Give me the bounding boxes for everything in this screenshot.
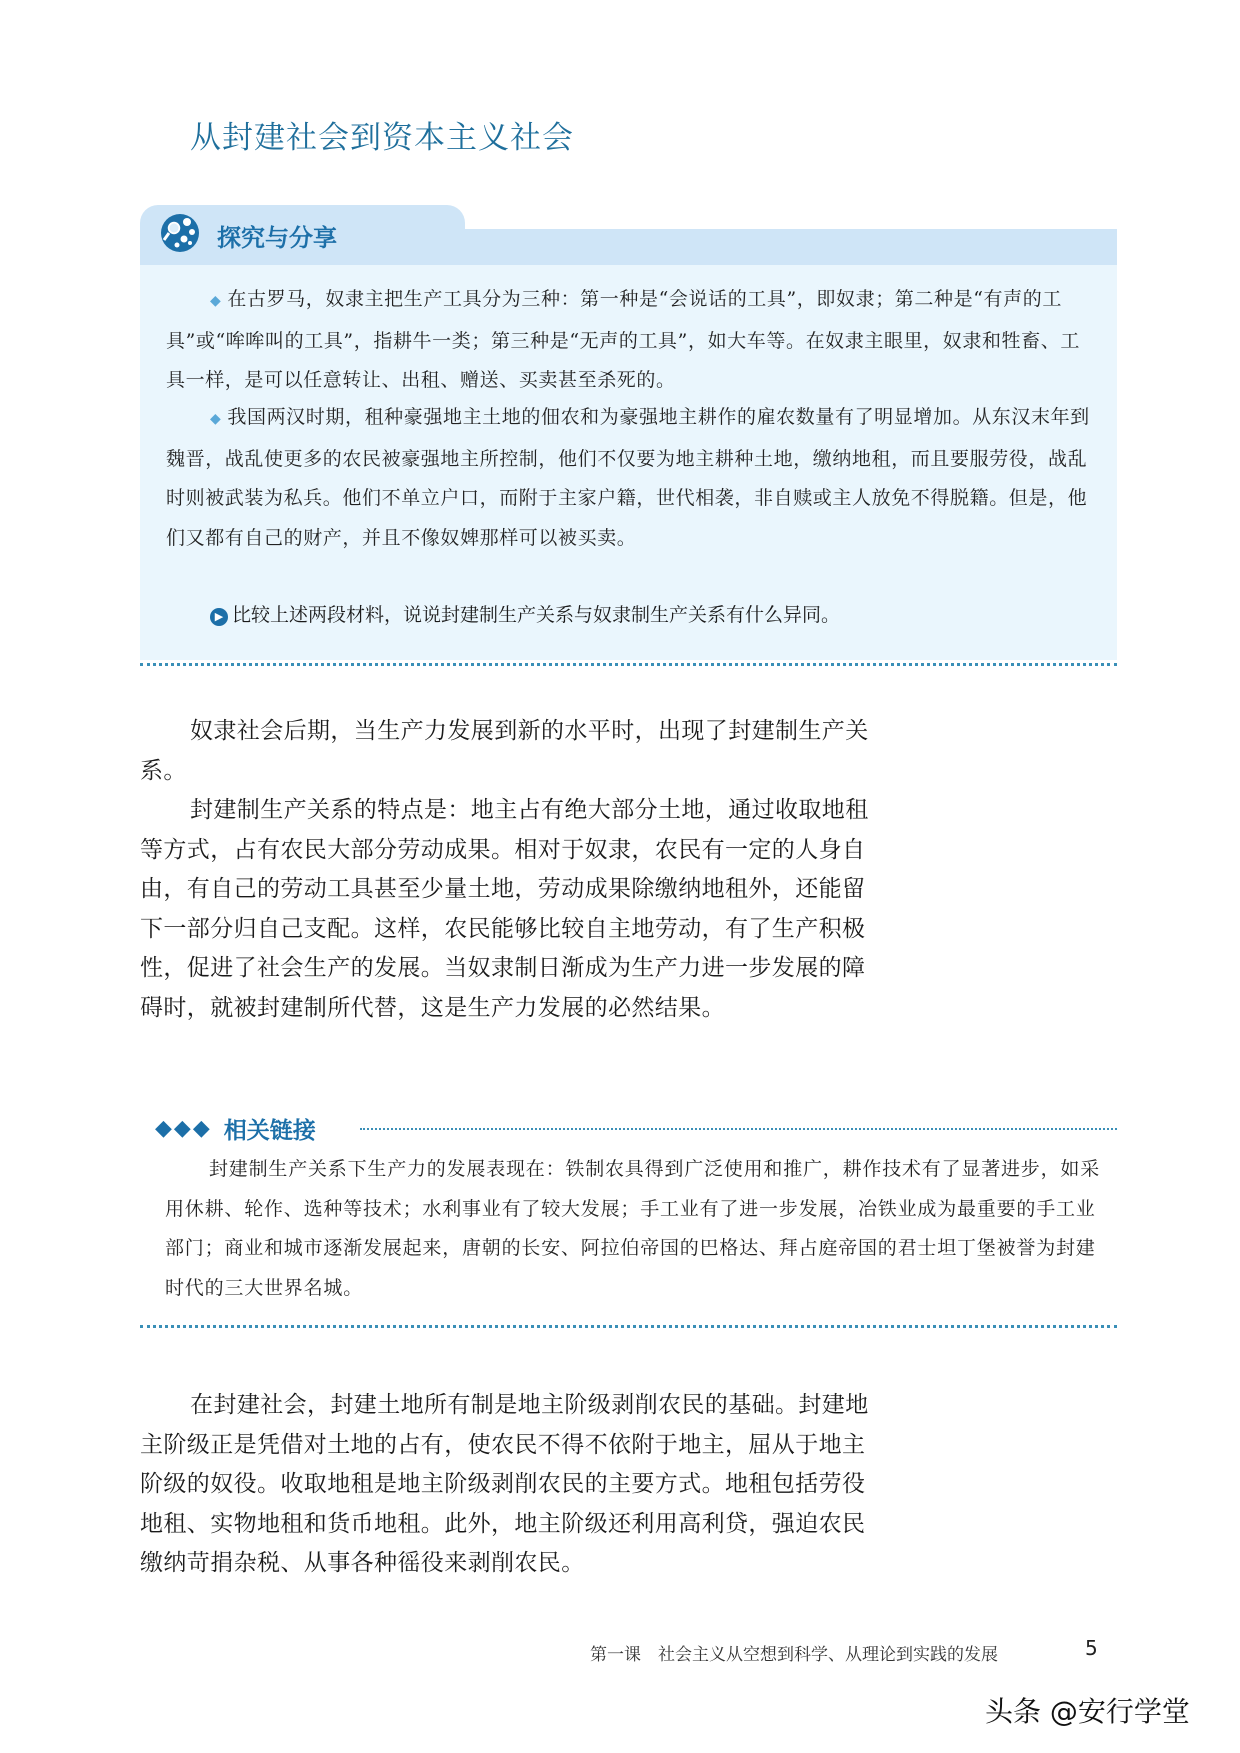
- explore-paragraph-1: [166, 280, 1096, 401]
- explore-paragraph-2: [166, 398, 1096, 558]
- explore-title: 探究与分享: [217, 224, 337, 252]
- diamond-bullet-icon: ◆: [210, 293, 222, 309]
- diamond-bullet-icon: ◆: [210, 411, 222, 427]
- diamonds-icon: ◆◆◆: [155, 1116, 212, 1141]
- related-link-text: 封建制生产关系下生产力的发展表现在：铁制农具得到广泛使用和推广，耕作技术有了显著进步，如采用休耕、轮作、选种等技术；水利事业有了较大发展；手工业有了进一步发展，冶铁业成为最重要的手工业部门；商业和城市逐渐发展起来，唐朝的长安、阿拉伯帝国的巴格达、拜占庭帝国的君士坦丁堡被誉为封建时代的三大世界名城。: [165, 1158, 1101, 1299]
- body-paragraph-3: 在封建社会，封建土地所有制是地主阶级剥削农民的基础。封建地主阶级正是凭借对土地的占有，使农民不得不依附于地主，屈从于地主阶级的奴役。收取地租是地主阶级剥削农民的主要方式。地租包括劳役地租、实物地租和货币地租。此外，地主阶级还利用高利贷，强迫农民缴纳苛捐杂税、从事各种徭役来剥削农民。: [140, 1392, 869, 1576]
- related-link-header: [155, 1112, 316, 1145]
- discussion-question: [210, 600, 840, 627]
- related-link-dotted-rule: [360, 1128, 1117, 1130]
- watermark: 头条 @安行学堂: [985, 1695, 1190, 1728]
- body-paragraph-1: 奴隶社会后期，当生产力发展到新的水平时，出现了封建制生产关系。: [140, 718, 869, 784]
- magnifier-bubbles-icon: [160, 213, 200, 253]
- page-number: 5: [1085, 1636, 1098, 1660]
- explore-and-share-box: [140, 205, 1117, 660]
- related-link-title: 相关链接: [223, 1118, 316, 1144]
- question-text: 比较上述两段材料，说说封建制生产关系与奴隶制生产关系有什么异同。: [232, 604, 841, 626]
- dotted-divider: [140, 1325, 1117, 1328]
- section-title: 从封建社会到资本主义社会: [190, 120, 574, 156]
- explore-paragraph-2-text: 我国两汉时期，租种豪强地主土地的佃农和为豪强地主耕作的雇农数量有了明显增加。从东汉末年到魏晋，战乱使更多的农民被豪强地主所控制，他们不仅要为地主耕种土地，缴纳地租，而且要服劳役，战乱时则被武装为私兵。他们不单立户口，而附于主家户籍，世代相袭，非自赎或主人放免不得脱籍。但是，他们又都有自己的财产，并且不像奴婢那样可以被买卖。: [166, 406, 1090, 549]
- dotted-divider: [140, 663, 1117, 666]
- arrow-right-circle-icon: ▶: [210, 608, 228, 626]
- explore-paragraph-1-text: 在古罗马，奴隶主把生产工具分为三种：第一种是“会说话的工具”，即奴隶；第二种是“有声的工具”或“哞哞叫的工具”，指耕牛一类；第三种是“无声的工具”，如大车等。在奴隶主眼里，奴隶和牲畜、工具一样，是可以任意转让、出租、赠送、买卖甚至杀死的。: [166, 288, 1080, 391]
- footer-lesson-title: 第一课 社会主义从空想到科学、从理论到实践的发展: [590, 1645, 998, 1665]
- body-paragraph-2: 封建制生产关系的特点是：地主占有绝大部分土地，通过收取地租等方式，占有农民大部分劳动成果。相对于奴隶，农民有一定的人身自由，有自己的劳动工具甚至少量土地，劳动成果除缴纳地租外，还能留下一部分归自己支配。这样，农民能够比较自主地劳动，有了生产积极性，促进了社会生产的发展。当奴隶制日渐成为生产力进一步发展的障碍时，就被封建制所代替，这是生产力发展的必然结果。: [140, 797, 869, 1021]
